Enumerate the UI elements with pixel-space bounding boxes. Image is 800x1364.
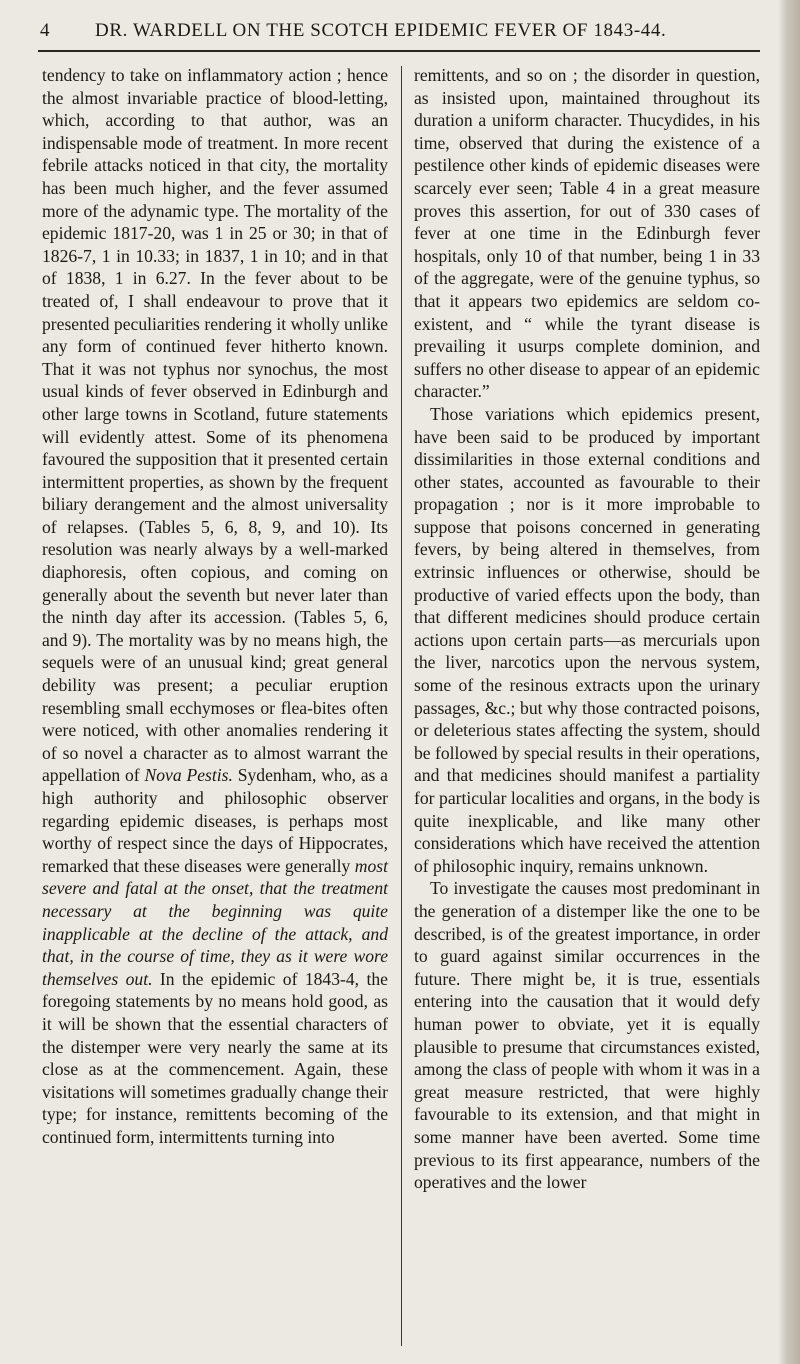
left-text-2: Sydenham, who, as a high authority and philosophic observer regarding epidemic diseases, is perhaps most worthy of respect since the days of Hippocrates, remarked that these diseases were generally (42, 765, 388, 876)
page-edge-shadow (778, 0, 800, 1364)
page-number: 4 (40, 20, 51, 41)
right-paragraph-2: Those variations which epidemics present, have been said to be produced by important dissimilarities in those external conditions and other states, accounted as favourable to their propagation ; nor is it more improbable to suppose that poisons concerned in generating fevers, by being altered in themselves, from extrinsic influences or otherwise, should be productive of varied effects upon the body, than that different medicines should produce certain actions upon certain parts—as mercurials upon the liver, narcotics upon the nervous system, some of the resinous extracts upon the urinary passages, &c.; but why those contracted poisons, or deleterious states affecting the system, should be followed by special results in their operations, and that medicines should manifest a partiality for particular localities and organs, in the body is quite inexplicable, and like many other considerations which have received the attention of philosophic inquiry, remains unknown. (414, 403, 760, 876)
left-paragraph (42, 64, 388, 1149)
left-text-1: tendency to take on inflammatory action ; hence the almost invariable practice of blood-letting, which, according to that author, was an indispensable mode of treatment. In more recent febrile attacks noticed in that city, the mortality has been much higher, and the fever assumed more of the adynamic type. The mortality of the epidemic 1817-20, was 1 in 25 or 30; in that of 1826-7, 1 in 10.33; in 1837, 1 in 10; and in that of 1838, 1 in 6.27. In the fever about to be treated of, I shall endeavour to prove that it presented peculiarities rendering it wholly unlike any form of continued fever hitherto known. That it was not typhus nor synochus, the most usual kinds of fever observed in Edinburgh and other large towns in Scotland, future statements will evidently attest. Some of its phenomena favoured the supposition that it presented certain intermittent properties, as shown by the frequent biliary derangement and the almost universality of relapses. (Tables 5, 6, 8, 9, and 10). Its resolution was nearly always by a well-marked diaphoresis, often copious, and coming on generally about the seventh but never later than the ninth day after its accession. (Tables 5, 6, and 9). The mortality was by no means high, the sequels were of an unusual kind; great general debility was present; a peculiar eruption resembling small ecchymoses or flea-bites often were noticed, with other anomalies rendering it of so novel a character as to almost warrant the appellation of (42, 65, 388, 786)
left-italic-1: Nova Pestis. (144, 765, 233, 786)
right-paragraph-3: To investigate the causes most predominant in the generation of a distemper like the one to be described, is of the greatest importance, in order to guard against similar occurrences in the future. There might be, it is true, essentials entering into the causation that it would defy human power to obviate, yet it is equally plausible to presume that circumstances existed, among the class of people with whom it was in a great measure restricted, that were highly favourable to its extension, and that might in some manner have been averted. Some time previous to its first appearance, numbers of the operatives and the lower (414, 878, 760, 1193)
header-rule (38, 50, 760, 52)
left-text-3: In the epidemic of 1843-4, the foregoing statements by no means hold good, as it will be shown that the essential characters of the distemper were very nearly the same at its close as at the commencement. Again, these visitations will sometimes gradually change their type; for instance, remittents becoming of the continued form, intermittents turning into (42, 968, 388, 1147)
running-header (40, 20, 780, 48)
right-paragraph-1: remittents, and so on ; the disorder in question, as insisted upon, maintained throughout its duration a uniform character. Thucydides, in his time, observed that during the existence of a pestilence other kinds of epidemic diseases were scarcely ever seen; Table 4 in a great measure proves this assertion, for out of 330 cases of fever at one time in the Edinburgh fever hospitals, only 10 of that number, being 1 in 33 of the aggregate, were of the genuine typhus, so that it appears two epidemics are seldom co-existent, and “ while the tyrant disease is prevailing it usurps complete dominion, and suffers no other disease to appear of an epidemic character.” (414, 65, 760, 402)
left-column (42, 64, 388, 1149)
right-column (414, 64, 760, 1194)
left-italic-2: most severe and fatal at the onset, that the treatment necessary at the beginning was quite inapplicable at the decline of the attack, and that, in the course of time, they as it were wore themselves out. (42, 855, 388, 989)
running-title: DR. WARDELL ON THE SCOTCH EPIDEMIC FEVER OF 1843-44. (95, 20, 667, 41)
column-divider (401, 66, 402, 1346)
